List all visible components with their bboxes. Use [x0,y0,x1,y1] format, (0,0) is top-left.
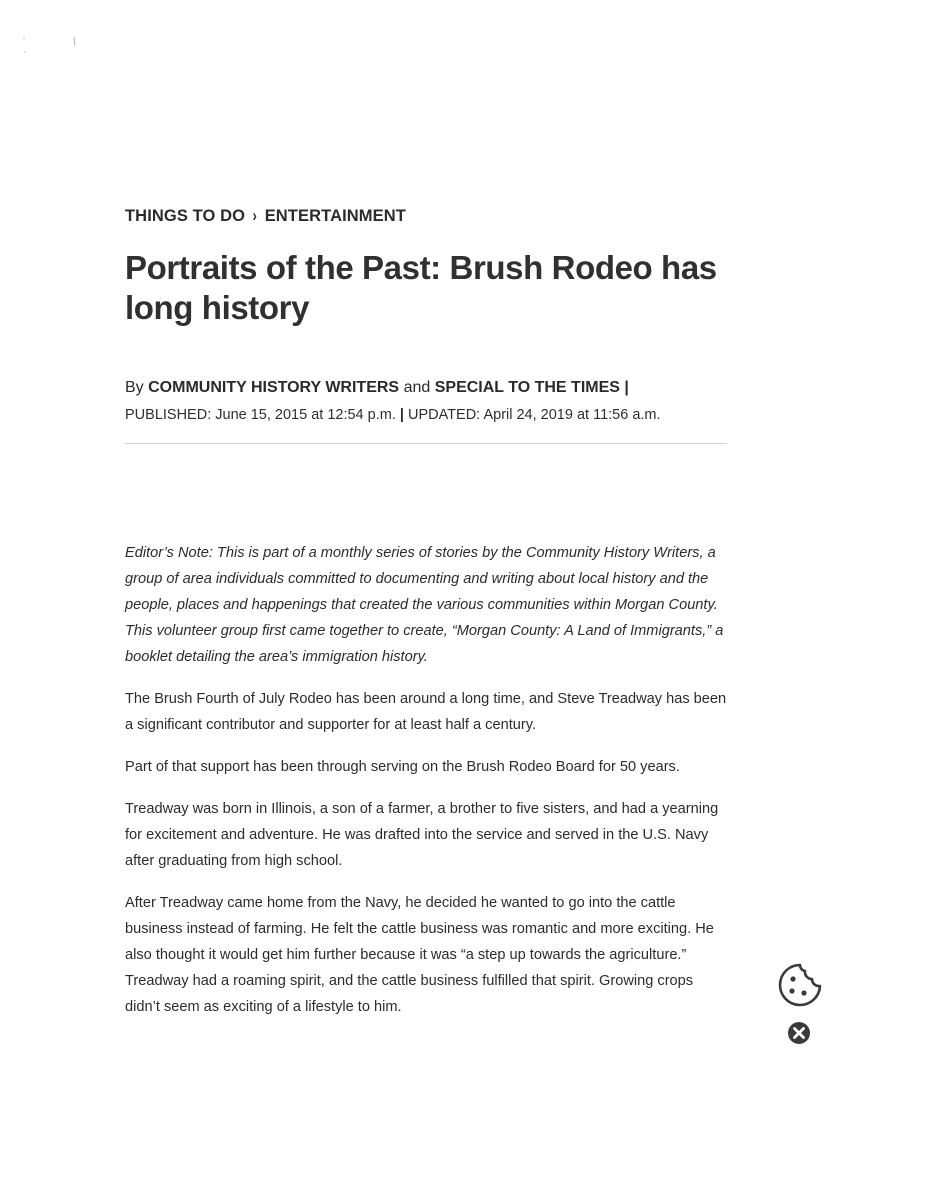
dateline-divider: | [399,407,404,423]
byline-joiner: and [403,379,431,396]
byline-prefix: By [125,379,144,396]
updated-label: UPDATED: [407,407,481,423]
body-paragraph: Part of that support has been through serving on the Brush Rodeo Board for 50 years. [125,759,680,775]
body-paragraph: Treadway was born in Illinois, a son of a farmer, a brother to five sisters, and had a yearning for excitement and adventure. He was drafted into the service and served in the U.S. Navy after graduating from high school. [125,801,719,869]
breadcrumb-section-link[interactable]: THINGS TO DO [125,207,246,225]
article-body [125,540,730,1036]
close-circle-icon[interactable] [787,1021,811,1045]
byline-divider: | [624,379,629,396]
dateline [125,407,661,423]
cookie-icon[interactable] [775,960,825,1010]
breadcrumb [125,207,406,226]
editors-note: Editor’s Note: This is part of a monthly series of stories by the Community History Writers, a group of area individuals committed to documenting and writing about local history and the people, places and happenings that created the various communities within Morgan County. This volunteer group first came together to create, “Morgan County: A Land of Immigrants,” a booklet detailing the area’s immigration history. [125,545,724,665]
published-date: June 15, 2015 at 12:54 p.m. [215,407,396,423]
body-paragraph: After Treadway came home from the Navy, he decided he wanted to go into the cattle business instead of farming. He felt the cattle business was romantic and more exciting. He also thought it would get him further because it was “a step up towards the agriculture.” Treadway had a roaming spirit, and the cattle business fulfilled that spirit. Growing crops didn’t seem as exciting of a lifestyle to him. [125,895,714,1015]
article-title: Portraits of the Past: Brush Rodeo has long history [125,249,717,326]
header-divider [125,443,727,444]
breadcrumb-subsection-link[interactable]: ENTERTAINMENT [264,207,406,225]
body-paragraph: The Brush Fourth of July Rodeo has been around a long time, and Steve Treadway has been a significant contributor and supporter for at least half a century. [125,691,727,733]
updated-date: April 24, 2019 at 11:56 a.m. [483,407,661,423]
author-link-special-to-the-times[interactable]: SPECIAL TO THE TIMES [434,379,620,396]
author-link-community-history-writers[interactable]: COMMUNITY HISTORY WRITERS [148,379,400,396]
chevron-right-icon: › [252,207,258,225]
scan-artifact [18,34,88,64]
published-label: PUBLISHED: [125,407,212,423]
byline [125,379,629,397]
